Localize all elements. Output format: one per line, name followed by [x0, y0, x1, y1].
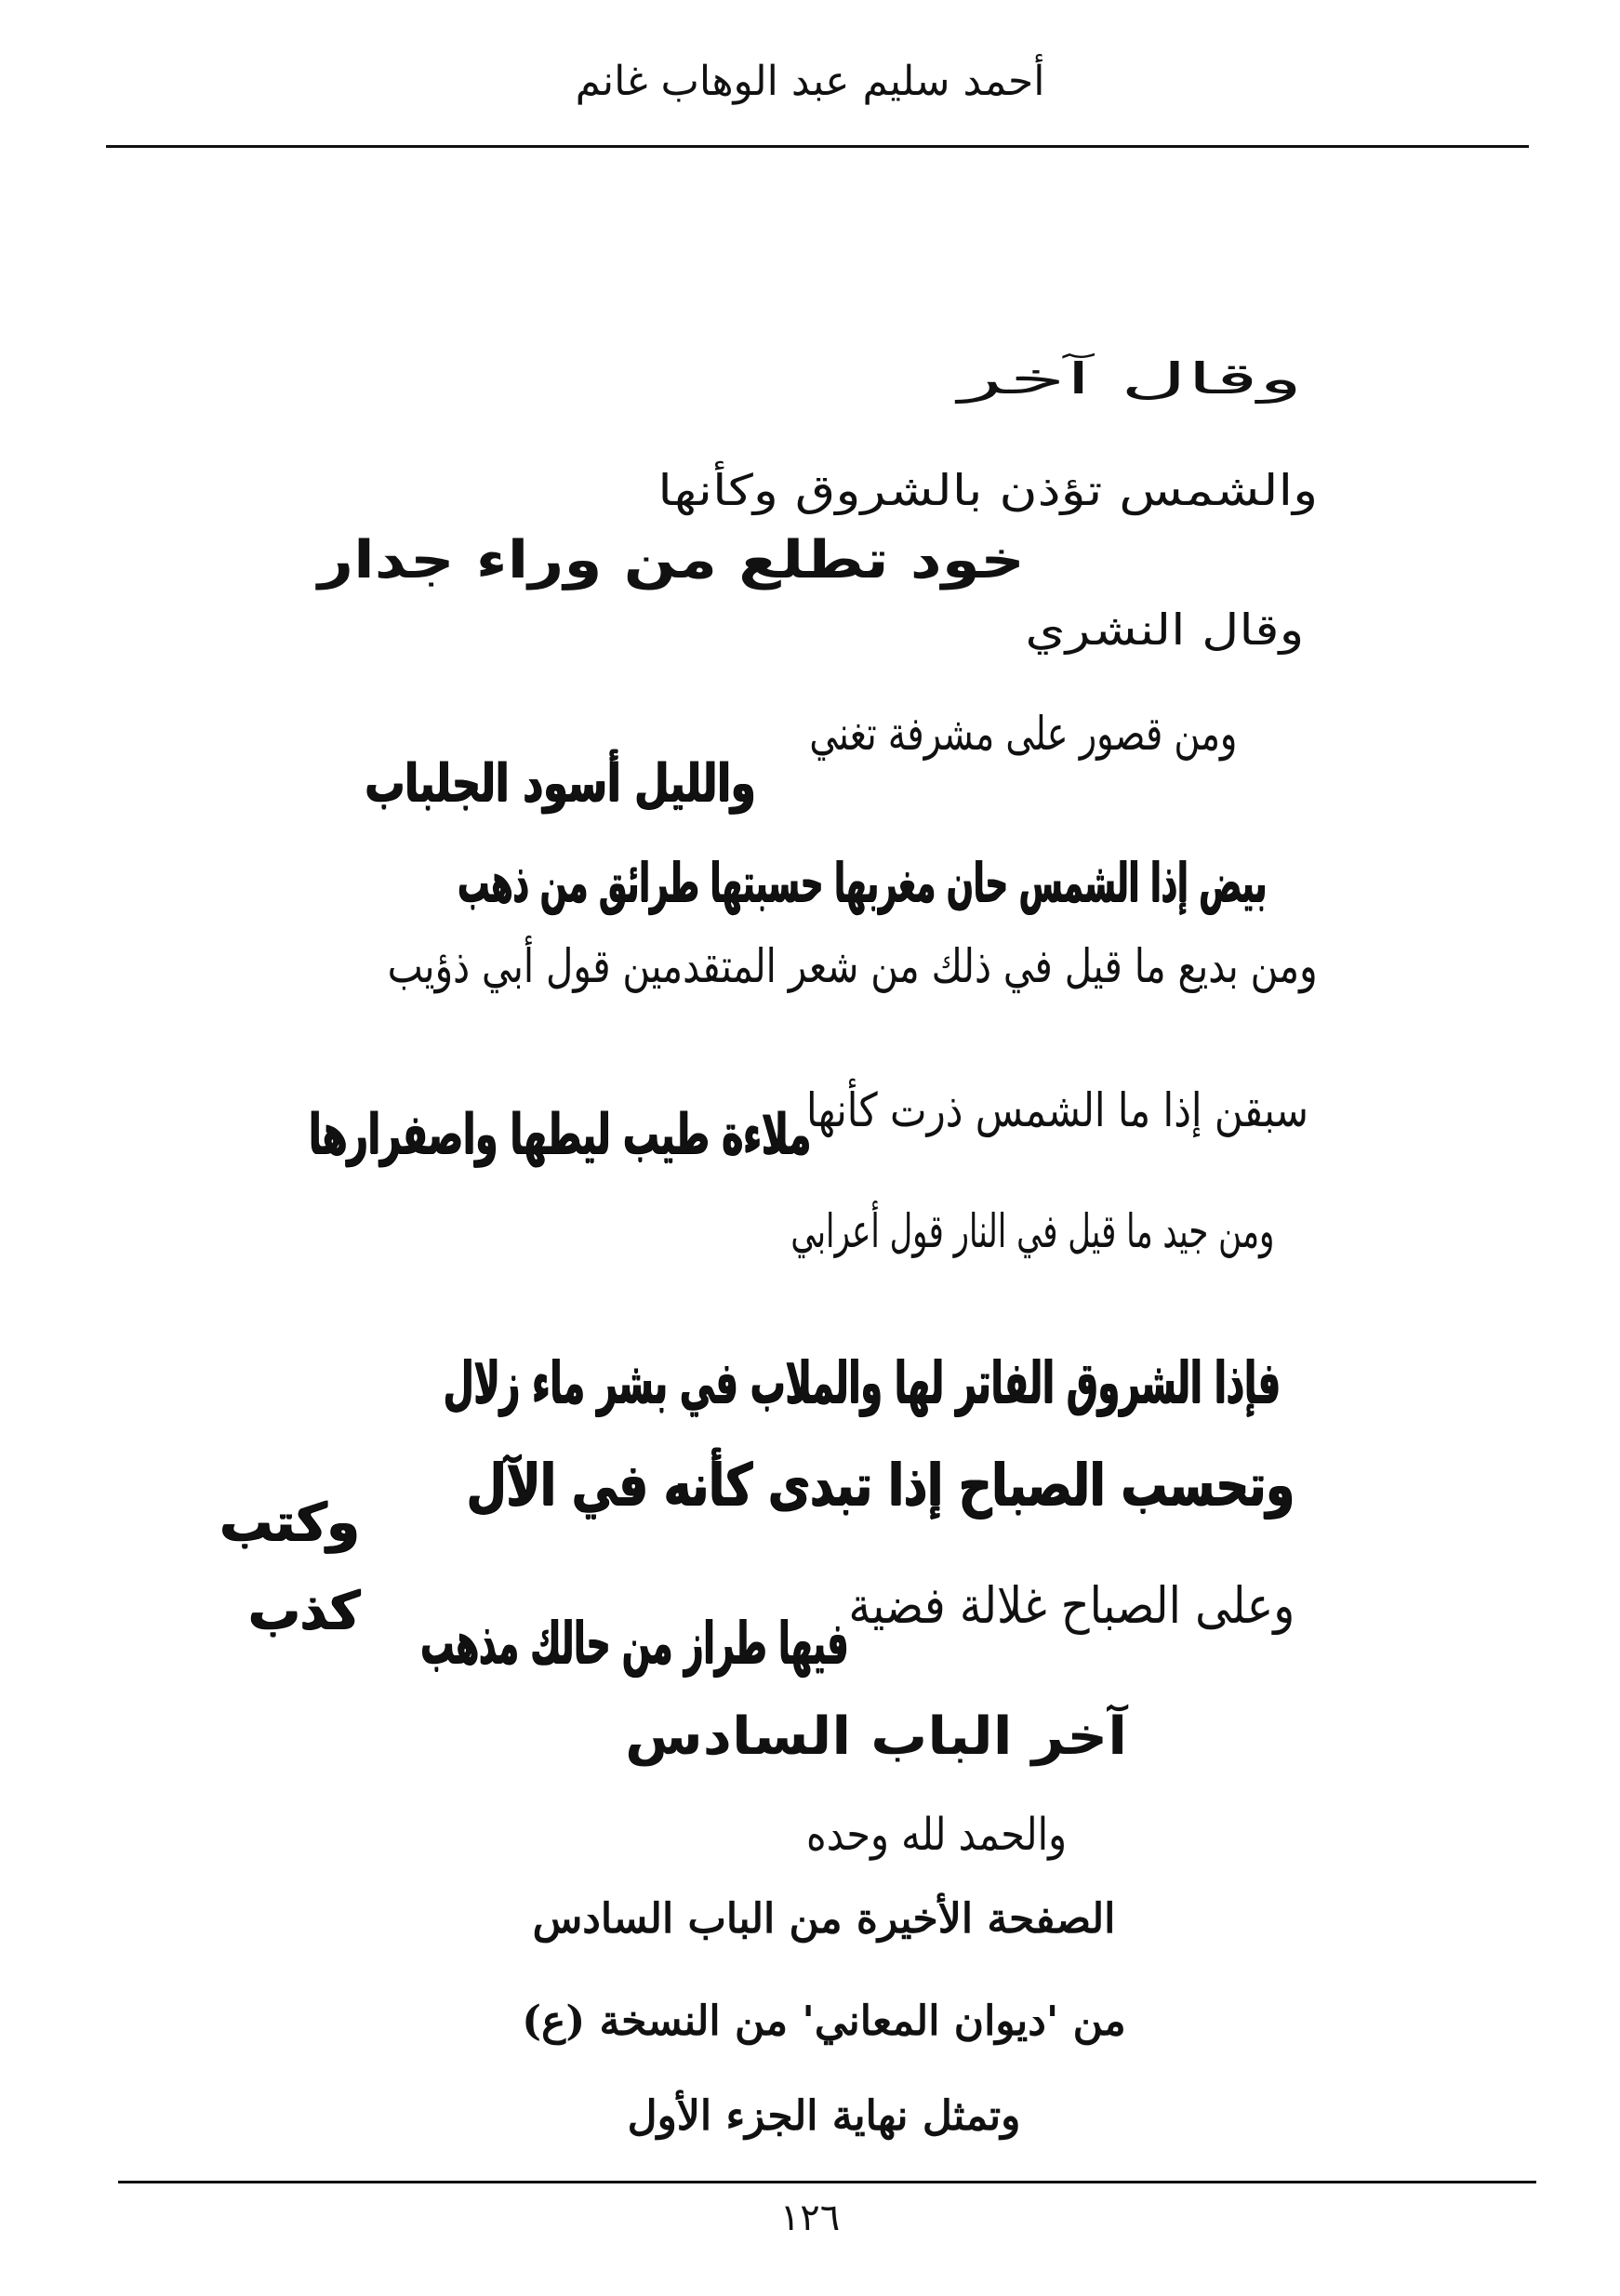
margin-note: وكتب [220, 1493, 360, 1553]
manuscript-line: بيض إذا الشمس حان مغربها حسبتها طرائق من ذهب [458, 851, 1267, 914]
manuscript-line: ومن قصور على مشرفة تغني [809, 707, 1237, 761]
header-rule [106, 145, 1529, 148]
manuscript-line: ملاءة طيب ليطها واصفرارها [309, 1102, 811, 1167]
caption-line-3: وتمثل نهاية الجزء الأول [627, 2092, 1021, 2140]
footer-rule [118, 2181, 1536, 2183]
manuscript-line: وتحسب الصباح إذا تبدى كأنه في الآل [467, 1451, 1295, 1519]
manuscript-line: ومن بديع ما قيل في ذلك من شعر المتقدمين قول أبي ذؤيب [388, 939, 1318, 993]
manuscript-line: آخر الباب السادس [625, 1706, 1127, 1767]
manuscript-line: والشمس تؤذن بالشروق وكأنها [657, 465, 1318, 515]
running-header-author: أحمد سليم عبد الوهاب غانم [575, 58, 1045, 105]
manuscript-line: فإذا الشروق الفاتر لها والملاب في بشر ماء زلال [444, 1348, 1281, 1416]
manuscript-line: وقال آخر [959, 353, 1303, 404]
manuscript-line: فيها طراز من حالك مذهب [420, 1609, 848, 1677]
manuscript-line: خود تطلع من وراء جدار [318, 530, 1025, 591]
manuscript-line: والليل أسود الجلباب [365, 753, 755, 814]
manuscript-line: وعلى الصباح غلالة فضية [848, 1576, 1295, 1635]
caption-line-1: الصفحة الأخيرة من الباب السادس [532, 1895, 1116, 1943]
margin-note: كذب [248, 1581, 360, 1641]
manuscript-line: سبقن إذا ما الشمس ذرت كأنها [806, 1083, 1308, 1137]
manuscript-line: والحمد لله وحده [806, 1809, 1067, 1861]
page-number: ١٢٦ [779, 2196, 841, 2239]
caption-line-2: من 'ديوان المعاني' من النسخة (ع) [522, 1997, 1126, 2045]
manuscript-line: ومن جيد ما قيل في النار قول أعرابي [790, 1204, 1274, 1258]
manuscript-line: وقال النشري [1025, 604, 1304, 655]
